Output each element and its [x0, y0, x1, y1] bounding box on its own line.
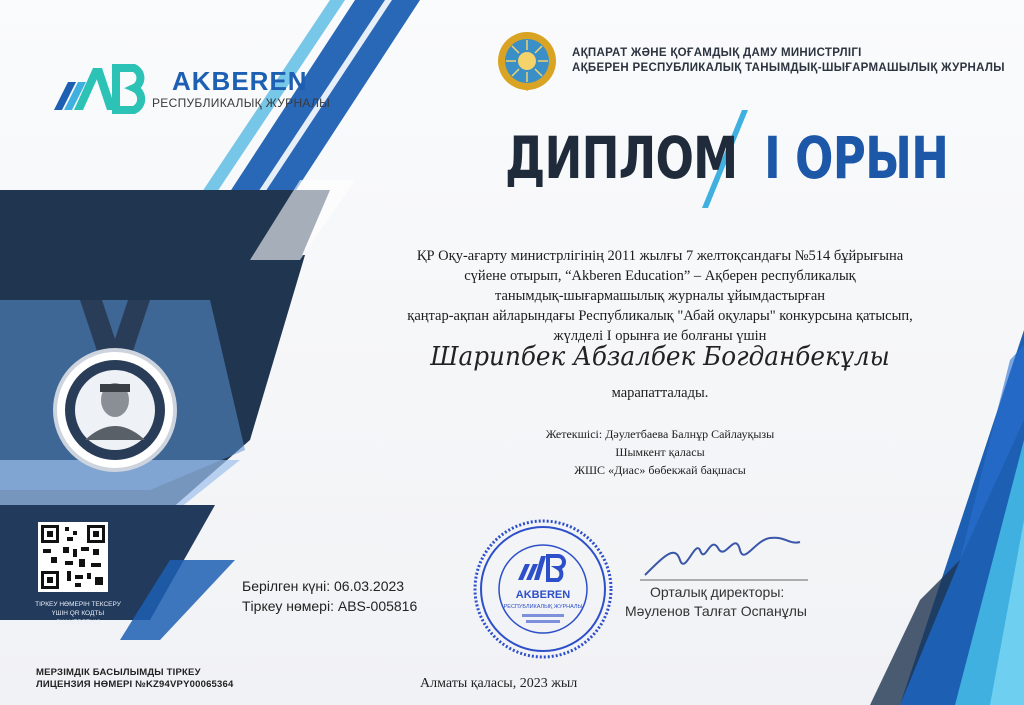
ministry-line-2: АҚБЕРЕН РЕСПУБЛИКАЛЫҚ ТАНЫМДЫҚ-ШЫҒАРМАШЫЛЫҚ ЖУРНАЛЫ	[572, 62, 1005, 74]
stamp-subtitle: РЕСПУБЛИКАЛЫҚ ЖУРНАЛЫ	[503, 604, 583, 610]
director-name: Мәуленов Талғат Оспанұлы	[625, 603, 807, 619]
license-line-1: МЕРЗІМДІК БАСЫЛЫМДЫ ТІРКЕУ	[36, 667, 201, 678]
akberen-logo-icon	[50, 60, 168, 120]
award-description	[340, 246, 980, 346]
footer-city-year: Алматы қаласы, 2023 жыл	[420, 676, 578, 691]
recipient-name: Шарипбек Абзалбек Богданбекұлы	[430, 342, 890, 372]
journal-name: AKBEREN	[172, 66, 308, 96]
supervisor-text: Жетекшісі: Дәулетбаева Балнұр Сайлауқызы	[545, 427, 775, 441]
license-line-2: ЛИЦЕНЗИЯ НӨМЕРІ №KZ94VPY00065364	[36, 679, 234, 690]
qr-code-icon	[38, 522, 108, 592]
body-line: қаңтар-ақпан айларындағы Республикалық "Абай оқулары" конкурсына қатысып,	[407, 308, 913, 324]
body-line: жүлделі І орынға ие болғаны үшін	[553, 328, 767, 344]
abai-medal-icon	[40, 300, 190, 480]
stamp-name: AKBEREN	[515, 589, 571, 601]
qr-caption: ТІРКЕУ НӨМЕРІН ТЕКСЕРУ ҮШІН QR КОДТЫ СКАНЕРЛЕҢІЗ	[35, 601, 121, 626]
director-role: Орталық директоры:	[650, 584, 785, 600]
kazakhstan-emblem-icon	[496, 30, 558, 92]
body-line: ҚР Оқу-ағарту министрлігінің 2011 жылғы 7 желтоқсандағы №514 бұйрығына	[416, 248, 904, 264]
city-text: Шымкент қаласы	[615, 445, 705, 459]
journal-subtitle: РЕСПУБЛИКАЛЫҚ ЖУРНАЛЫ	[152, 96, 331, 110]
organization-text: ЖШС «Диас» бөбекжай бақшасы	[574, 463, 746, 477]
diploma-title: ДИПЛОМ	[505, 124, 738, 192]
body-line: танымдық-шығармашылық журналы ұйымдастырған	[494, 288, 826, 304]
body-line: сүйене отырып, “Akberen Education” – Ақберен республикалық	[464, 268, 856, 284]
place-title: І ОРЫН	[764, 124, 949, 192]
issue-date: Берілген күні: 06.03.2023	[242, 578, 405, 594]
awarded-text: марапатталады.	[611, 385, 709, 401]
director-signature-icon	[640, 520, 810, 590]
ministry-line-1: АҚПАРАТ ЖӘНЕ ҚОҒАМДЫҚ ДАМУ МИНИСТРЛІГІ	[572, 47, 862, 59]
registration-number: Тіркеу нөмері: ABS-005816	[242, 598, 418, 614]
stamp-seal-icon	[472, 518, 614, 660]
